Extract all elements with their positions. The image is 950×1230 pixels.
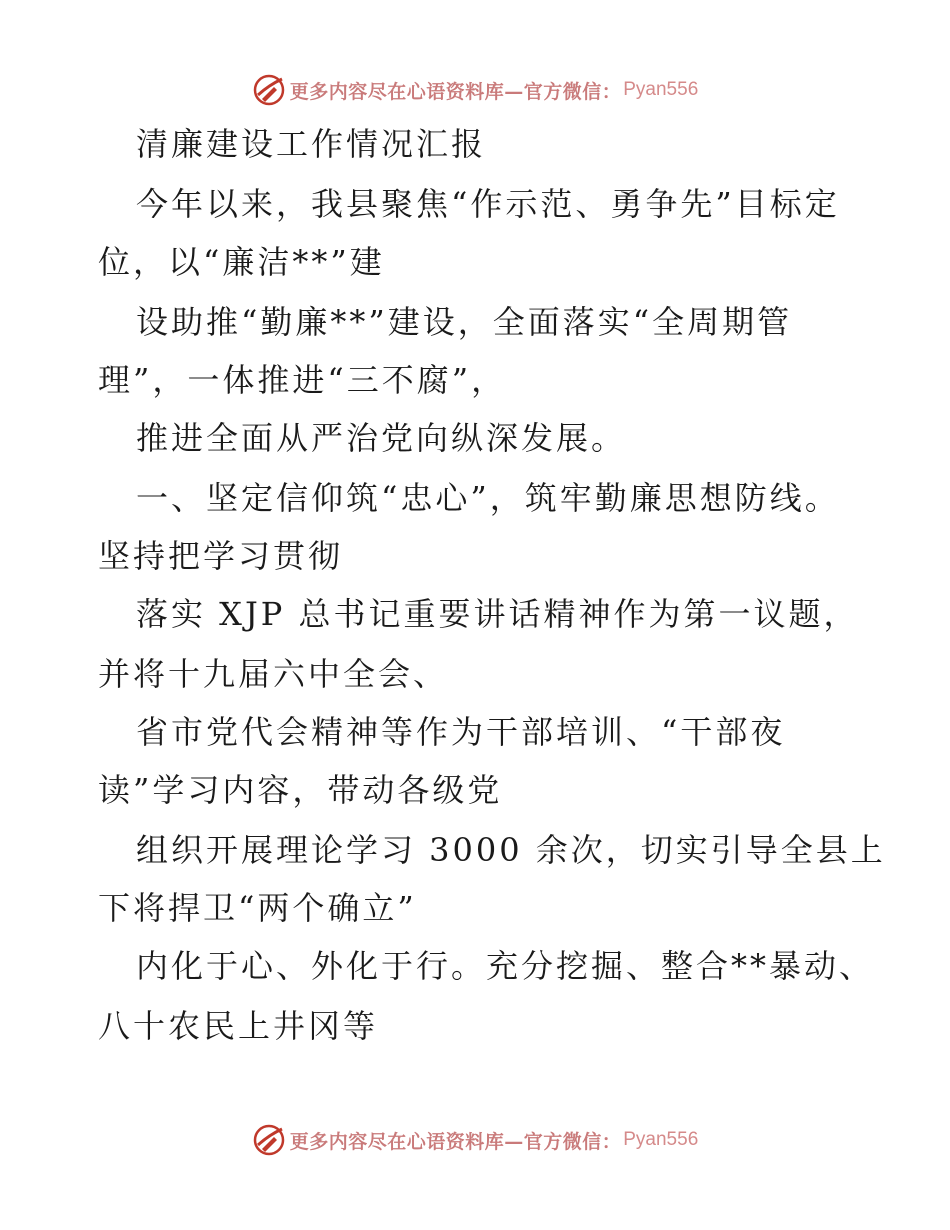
paragraph-line: 内化于心、外化于行。充分挖掘、整合**暴动、 [136,947,875,985]
paragraph-line: 八十农民上井冈等 [98,1007,379,1045]
paragraph-line: 推进全面从严治党向纵深发展。 [136,419,627,457]
section-heading-line: 一、坚定信仰筑“忠心”，筑牢勤廉思想防线。 [136,479,840,517]
paragraph-line: 设助推“勤廉**”建设，全面落实“全周期管 [136,303,793,341]
watermark-account: Pyan556 [623,79,699,100]
pen-logo-icon [252,73,286,107]
watermark-account: Pyan556 [623,1129,699,1150]
paragraph-line: 下将捍卫“两个确立” [98,889,417,927]
watermark-slogan: 更多内容尽在心语资料库—官方微信： [289,80,622,103]
pen-logo-icon [252,1123,286,1157]
paragraph-line: 理”，一体推进“三不腐”， [98,361,507,399]
paragraph-line: 省市党代会精神等作为干部培训、“干部夜 [136,713,786,751]
paragraph-line: 读”学习内容，带动各级党 [98,771,503,809]
paragraph-line: 坚持把学习贯彻 [98,537,344,575]
watermark-slogan: 更多内容尽在心语资料库—官方微信： [289,1130,622,1153]
paragraph-line: 位，以“廉洁**”建 [98,243,385,281]
doc-title: 清廉建设工作情况汇报 [136,125,487,163]
paragraph-line: 落实 XJP 总书记重要讲话精神作为第一议题， [136,595,859,633]
paragraph-line: 并将十九届六中全会、 [98,655,449,693]
header-watermark [0,70,950,110]
paragraph-line: 组织开展理论学习 3000 余次，切实引导全县上 [136,831,886,869]
paragraph-line: 今年以来，我县聚焦“作示范、勇争先”目标定 [136,185,840,223]
footer-watermark [0,1120,950,1160]
